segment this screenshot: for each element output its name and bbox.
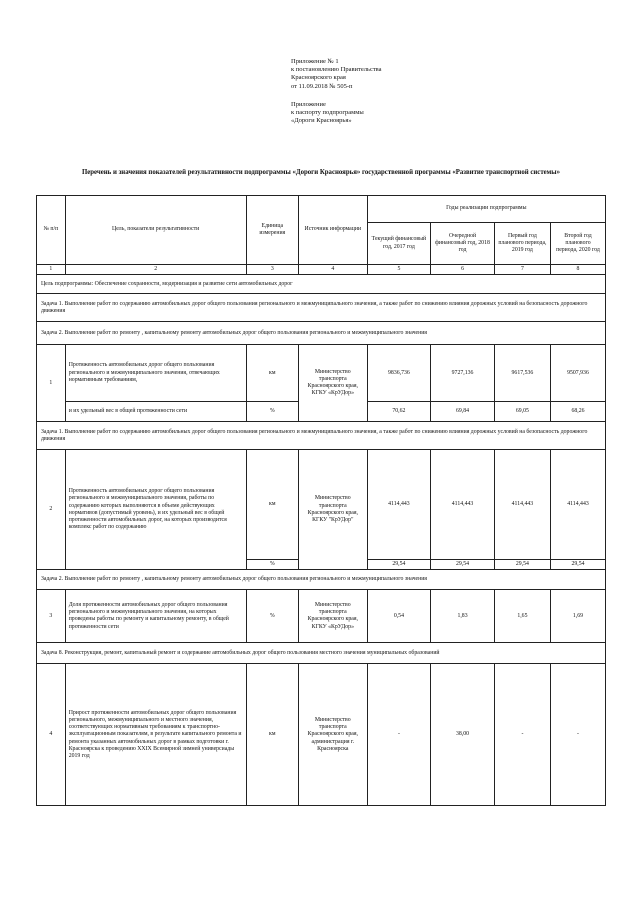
source-cell: Министерство транспорта Красноярского края, КГКУ «КрУДор» — [298, 345, 367, 422]
value-cell: 38,00 — [431, 664, 495, 806]
value-cell: 4114,443 — [550, 450, 605, 560]
unit-cell: % — [246, 590, 298, 643]
value-cell: 9727,136 — [431, 345, 495, 402]
unit-cell: км — [246, 664, 298, 806]
indicator-text: Протяженность автомобильных дорог общего пользования регионального и межмуниципального значения, отвечающих нормативным требованиям, — [65, 345, 246, 402]
unit-cell: км — [246, 450, 298, 560]
value-cell: 68,26 — [550, 402, 605, 422]
indicator-text: и их удельный вес в общей протяженности сети — [65, 402, 246, 422]
col-number: 5 — [367, 265, 431, 275]
task-row: Задача 8. Реконструкция, ремонт, капитальный ремонт и содержание автомобильных дорог общего пользования местного значения муниципальных образований — [37, 643, 606, 664]
row-number: 4 — [37, 664, 66, 806]
value-cell: 29,54 — [431, 560, 495, 570]
indicator-text: Протяженность автомобильных дорог общего пользования регионального и межмуниципального значения, работы по содержанию которых выполняются в объеме действующих нормативов (допустимый уровень), и их удельный вес в общей протяженности автомобильных дорог, на которых производится комплекс работ по содержанию — [65, 450, 246, 570]
unit-cell: % — [246, 402, 298, 422]
task-row: Задача 1. Выполнение работ по содержанию автомобильных дорог общего пользования регионального и межмуниципального значения, а также работ по снижению влияния дорожных условий на безопасность дорожного движения — [37, 422, 606, 450]
source-cell: Министерство транспорта Красноярского края, администрация г. Красноярска — [298, 664, 367, 806]
col-number: 6 — [431, 265, 495, 275]
indicators-table — [36, 195, 606, 806]
value-cell: 9507,936 — [550, 345, 605, 402]
value-cell: 4114,443 — [494, 450, 550, 560]
indicator-text: Доля протяженности автомобильных дорог общего пользования регионального и межмуниципального значения, на которых проведены работы по ремонту и капитальному ремонту, в общей протяженности сети — [65, 590, 246, 643]
header-line: Приложение — [291, 100, 326, 108]
value-cell: 1,65 — [494, 590, 550, 643]
value-cell: 9617,536 — [494, 345, 550, 402]
header-line: от 11.09.2018 № 505-п — [291, 82, 353, 90]
header-year-2018: Очередной финансовый год, 2018 год — [431, 223, 495, 265]
header-line: Красноярского края — [291, 74, 346, 82]
value-cell: 1,83 — [431, 590, 495, 643]
header-line: к постановлению Правительства — [291, 66, 382, 74]
header-line: к паспорту подпрограммы — [291, 109, 364, 117]
value-cell: 4114,443 — [367, 450, 431, 560]
task-row: Задача 1. Выполнение работ по содержанию автомобильных дорог общего пользования регионального и межмуниципального значения, а также работ по снижению влияния дорожных условий на безопасность дорожного движения — [37, 294, 606, 322]
value-cell: 69,84 — [431, 402, 495, 422]
unit-cell: км — [246, 345, 298, 402]
header-line: Приложение № 1 — [291, 58, 339, 65]
header-years: Годы реализации подпрограммы — [367, 196, 605, 223]
header-unit: Единица измерения — [246, 196, 298, 265]
col-number: 7 — [494, 265, 550, 275]
document-header — [291, 58, 491, 125]
value-cell: - — [367, 664, 431, 806]
row-number: 1 — [37, 345, 66, 422]
value-cell: 1,69 — [550, 590, 605, 643]
value-cell: 69,05 — [494, 402, 550, 422]
header-num: № п/п — [37, 196, 66, 265]
header-goal: Цель, показатели результативности — [65, 196, 246, 265]
header-source: Источник информации — [298, 196, 367, 265]
source-cell: Министерство транспорта Красноярского края, КГКУ "КрУДор" — [298, 450, 367, 570]
value-cell: 70,62 — [367, 402, 431, 422]
row-number: 3 — [37, 590, 66, 643]
task-row: Задача 2. Выполнение работ по ремонту , капитальному ремонту автомобильных дорог общего пользования регионального и межмуниципального значения — [37, 322, 606, 345]
row-number: 2 — [37, 450, 66, 570]
col-number: 1 — [37, 265, 66, 275]
value-cell: 9836,736 — [367, 345, 431, 402]
source-cell: Министерство транспорта Красноярского края, КГКУ «КрУДор» — [298, 590, 367, 643]
value-cell: - — [494, 664, 550, 806]
col-number: 8 — [550, 265, 605, 275]
unit-cell: % — [246, 560, 298, 570]
value-cell: 4114,443 — [431, 450, 495, 560]
document-title: Перечень и значения показателей результативности подпрограммы «Дороги Красноярья» государственной программы «Развитие транспортной системы» — [81, 169, 561, 176]
header-year-2019: Первый год планового периода, 2019 год — [494, 223, 550, 265]
value-cell: 29,54 — [550, 560, 605, 570]
header-year-2020: Второй год планового периода, 2020 год — [550, 223, 605, 265]
col-number: 4 — [298, 265, 367, 275]
task-row: Задача 2. Выполнение работ по ремонту , капитальному ремонту автомобильных дорог общего пользования регионального и межмуниципального значения — [37, 570, 606, 590]
indicator-text: Прирост протяженности автомобильных дорог общего пользования регионального, межмуниципального и местного значения, соответствующих нормативным требованиям к транспортно-эксплуатационным показателям, в результате капитального ремонта и ремонта указанных автомобильных дорог в рамках подготовки г. Красноярска к проведению XXIX Всемирной зимней универсиады 2019 год — [65, 664, 246, 806]
value-cell: - — [550, 664, 605, 806]
value-cell: 0,54 — [367, 590, 431, 643]
header-year-2017: Текущий финансовый год, 2017 год — [367, 223, 431, 265]
value-cell: 29,54 — [494, 560, 550, 570]
value-cell: 29,54 — [367, 560, 431, 570]
col-number: 3 — [246, 265, 298, 275]
header-line: «Дороги Красноярья» — [291, 117, 352, 125]
col-number: 2 — [65, 265, 246, 275]
goal-row: Цель подпрограммы: Обеспечение сохранности, модернизация и развитие сети автомобильных дорог — [37, 275, 606, 294]
